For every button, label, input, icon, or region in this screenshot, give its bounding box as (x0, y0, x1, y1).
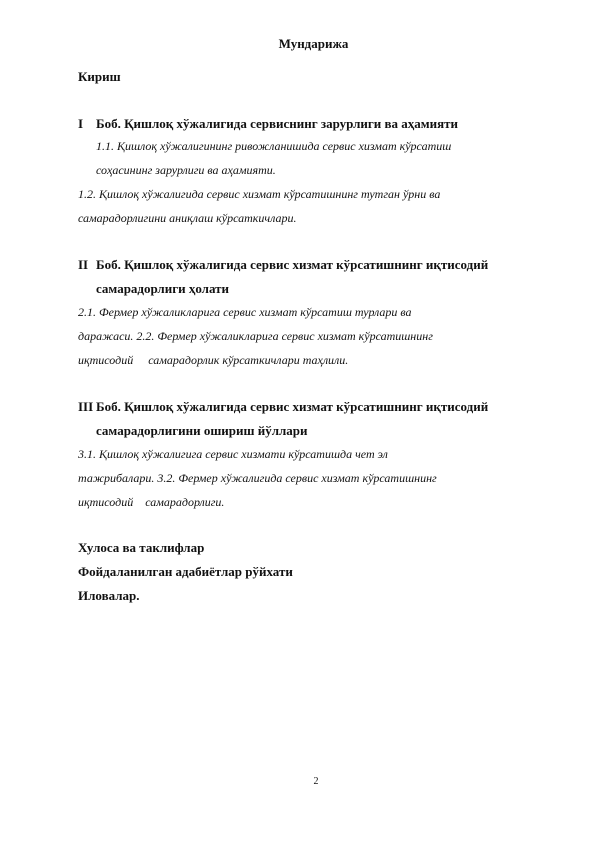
toc-intro: Кириш (78, 69, 121, 84)
chapter-1-sub-line: 1.2. Қишлоқ хўжалигида сервис хизмат кўрсатишнинг тутган ўрни ва (78, 187, 441, 201)
page-number: 2 (313, 776, 319, 787)
chapter-1-sub-line: соҳасининг зарурлиги ва аҳамияти. (96, 163, 276, 177)
chapter-1-sub-line: самарадорлигини аниқлаш кўрсаткичлари. (78, 211, 297, 225)
chapter-3-title: Боб. Қишлоқ хўжалигида сервис хизмат кўрсатишнинг иқтисодий (96, 399, 489, 414)
chapter-2-number: II (78, 257, 89, 272)
chapter-2-title: Боб. Қишлоқ хўжалигида сервис хизмат кўрсатишнинг иқтисодий (96, 257, 489, 272)
chapter-1-title: Боб. Қишлоқ хўжалигида сервиснинг зарурлиги ва аҳамияти (96, 116, 459, 131)
chapter-3-sub-line: тажрибалари. 3.2. Фермер хўжалигида сервис хизмат кўрсатишнинг (78, 471, 437, 485)
chapter-2-title: самарадорлиги ҳолати (96, 281, 229, 296)
chapter-2-sub-line: даражаси. 2.2. Фермер хўжаликларига сервис хизмат кўрсатишнинг (78, 329, 433, 343)
toc-appendices: Иловалар. (78, 588, 140, 603)
chapter-2-sub-line: 2.1. Фермер хўжаликларига сервис хизмат кўрсатиш турлари ва (78, 305, 412, 319)
toc-conclusion: Хулоса ва таклифлар (78, 540, 205, 555)
chapter-1-number: I (78, 116, 84, 131)
page-title: Мундарижа (278, 36, 349, 51)
chapter-1-sub-line: 1.1. Қишлоқ хўжалигининг ривожланишида сервис хизмат кўрсатиш (96, 139, 452, 153)
chapter-3-sub-line: иқтисодий самарадорлиги. (78, 495, 225, 509)
chapter-2-sub-line: иқтисодий самарадорлик кўрсаткичлари таҳлили. (78, 353, 349, 367)
chapter-3-sub-line: 3.1. Қишлоқ хўжалигига сервис хизмати кўрсатишда чет эл (78, 447, 388, 461)
chapter-3-title: самарадорлигини ошириш йўллари (96, 423, 308, 438)
toc-references: Фойдаланилган адабиётлар рўйхати (78, 564, 293, 579)
chapter-3-number: III (78, 399, 94, 414)
